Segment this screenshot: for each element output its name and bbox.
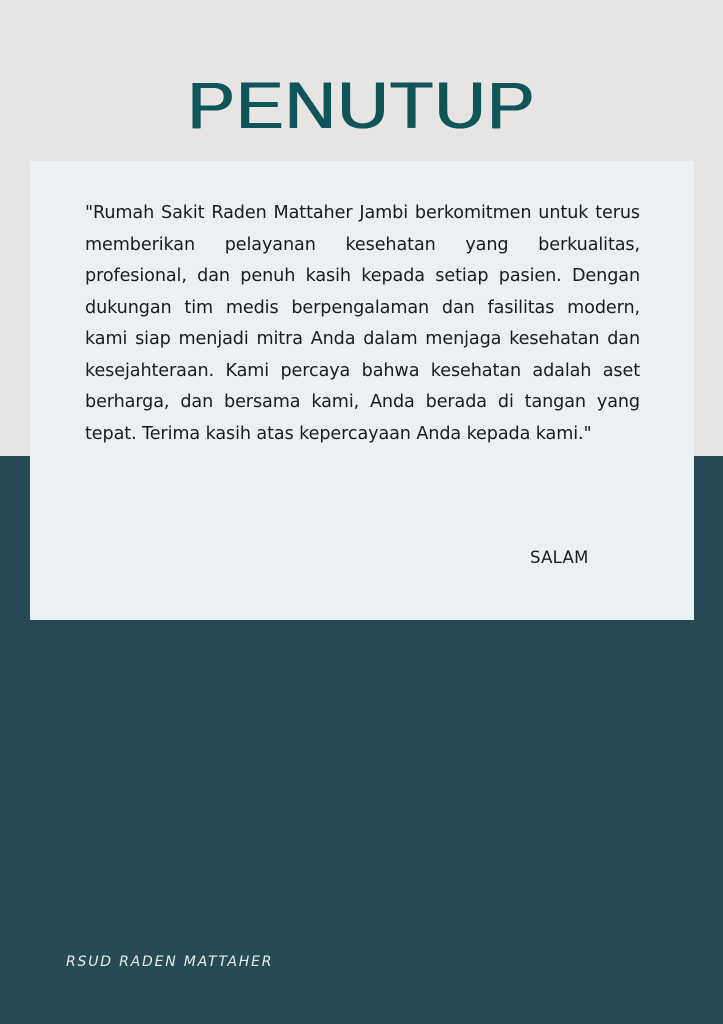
footer-signature: RSUD RADEN MATTAHER [66, 954, 274, 970]
closing-card [30, 161, 694, 620]
closing-salutation: SALAM [530, 548, 589, 567]
page-title: PENUTUP [187, 68, 536, 142]
closing-statement: "Rumah Sakit Raden Mattaher Jambi berkomitmen untuk terus memberikan pelayanan kesehatan yang berkualitas, profesional, dan penuh kasih kepada setiap pasien. Dengan dukungan tim medis berpengalaman dan fasilitas modern, kami siap menjadi mitra Anda dalam menjaga kesehatan dan kesejahteraan. Kami percaya bahwa kesehatan adalah aset berharga, dan bersama kami, Anda berada di tangan yang tepat. Terima kasih atas kepercayaan Anda kepada kami." [85, 203, 640, 444]
